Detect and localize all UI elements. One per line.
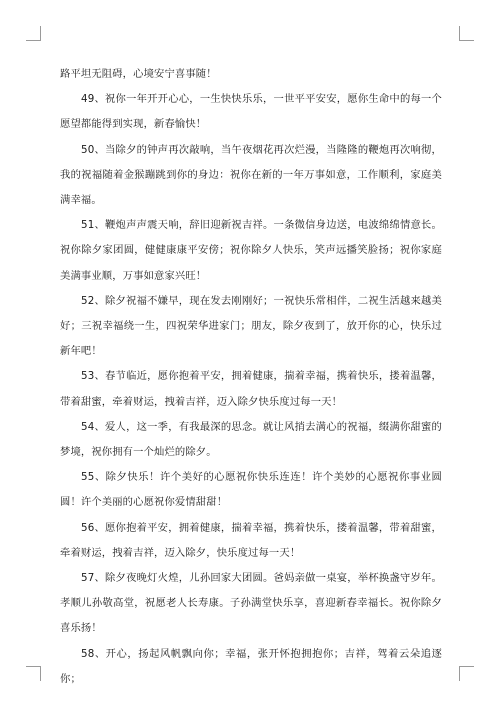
paragraph-54: 54、爱人，这一季，有我最深的思念。就让风捎去满心的祝福，缀满你甜蜜的梦境，祝你拥有一个灿烂的除夕。 — [60, 420, 442, 459]
paragraph-58: 58、开心，扬起风帆飘向你；幸福，张开怀抱拥抱你；吉祥，驾着云朵追逐你； — [60, 647, 442, 685]
paragraph-49: 49、祝你一年开开心心，一生快快乐乐，一世平平安安，愿你生命中的每一个愿望都能得到实现，新春愉快！ — [60, 93, 442, 131]
document-body — [60, 62, 442, 692]
paragraph-53: 53、春节临近，愿你抱着平安，拥着健康，揣着幸福，携着快乐，搂着温馨，带着甜蜜，牵着财运，拽着吉祥，迈入除夕快乐度过每一天！ — [60, 370, 442, 408]
crop-mark-top-right — [459, 26, 474, 41]
paragraph-50: 50、当除夕的钟声再次敲响，当午夜烟花再次烂漫，当隆隆的鞭炮再次响彻，我的祝福随着金猴蹦跳到你的身边：祝你在新的一年万事如意，工作顺利，家庭美满幸福。 — [60, 143, 442, 207]
paragraph-55: 55、除夕快乐！许个美好的心愿祝你快乐连连！许个美妙的心愿祝你事业圆圆！许个美丽的心愿祝你爱情甜甜！ — [60, 471, 442, 509]
paragraph-51: 51、鞭炮声声震天响，辞旧迎新祝吉祥。一条微信身边送，电波绵绵情意长。祝你除夕家团圆，健健康康平安傍；祝你除夕人快乐，笑声远播笑脸扬；祝你家庭美满事业顺，万事如意家兴旺！ — [60, 219, 442, 282]
paragraph-52: 52、除夕祝福不嫌早，现在发去刚刚好；一祝快乐常相伴，二祝生活越来越美好；三祝幸福绕一生，四祝荣华进家门；朋友，除夕夜到了，放开你的心，快乐过新年吧！ — [60, 294, 442, 358]
crop-mark-top-left — [26, 26, 41, 41]
paragraph-continuation: 路平坦无阻碍，心境安宁喜事随！ — [60, 68, 217, 80]
crop-mark-bottom-right — [459, 666, 474, 681]
crop-mark-bottom-left — [26, 666, 41, 681]
paragraph-56: 56、愿你抱着平安，拥着健康，揣着幸福，携着快乐，搂着温馨，带着甜蜜，牵着财运，拽着吉祥，迈入除夕，快乐度过每一天！ — [60, 521, 442, 559]
paragraph-57: 57、除夕夜晚灯火煌，儿孙回家大团圆。爸妈亲做一桌宴，举杯换盏守岁年。孝顺儿孙敬高堂，祝愿老人长寿康。子孙满堂快乐享，喜迎新春幸福长。祝你除夕喜乐扬！ — [60, 572, 442, 635]
